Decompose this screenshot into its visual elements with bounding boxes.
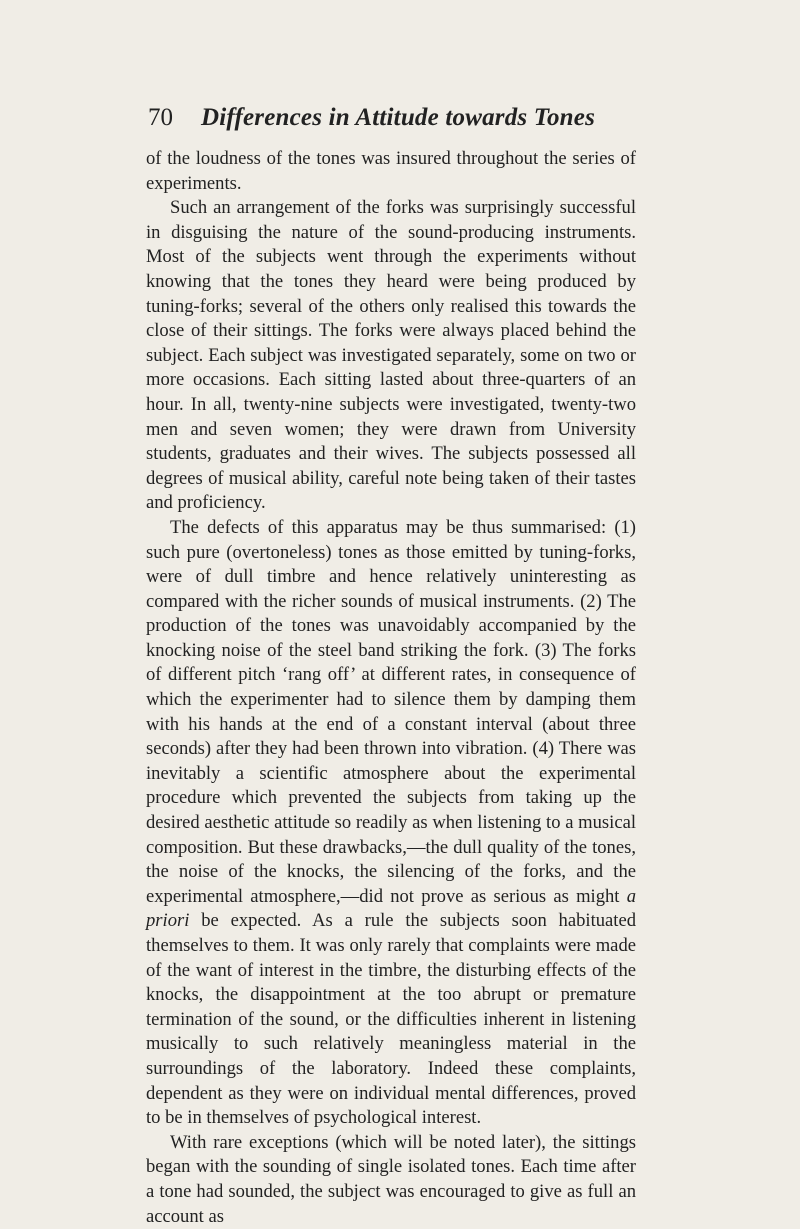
defects-text-part-1: The defects of this apparatus may be thus summarised: (1) such pure (overtoneless) tones as those emitted by tuning-forks, were of dull timbre and hence relatively uninteresting as compared with the richer sounds of musical instruments. (2) The production of the tones was unavoidably accompanied by the knocking noise of the steel band striking the fork. (3) The forks of different pitch ‘rang off’ at different rates, in consequence of which the experimenter had to silence them by damping them with his hands at the end of a constant interval (about three seconds) after they had been thrown into vibration. (4) There was inevitably a scientific atmosphere about the experimental procedure which prevented the subjects from taking up the desired aesthetic attitude so readily as when listening to a musical composition. But these drawbacks,—the dull quality of the tones, the noise of the knocks, the silencing of the forks, and the experimental atmosphere,—did not prove as serious as might — [146, 516, 636, 907]
paragraph-fork-arrangement: Such an arrangement of the forks was surprisingly successful in disguising the nature of the sound-producing instruments. Most of the subjects went through the experiments without knowing that the tones they heard were being produced by tuning-forks; several of the others only realised this towards the close of their sittings. The forks were always placed behind the subject. Each subject was investigated separately, some on two or more occasions. Each sitting lasted about three-quarters of an hour. In all, twenty-nine subjects were investigated, twenty-two men and seven women; they were drawn from University students, graduates and their wives. The subjects possessed all degrees of musical ability, careful note being taken of their tastes and proficiency. — [146, 197, 636, 514]
chapter-title: Differences in Attitude towards Tones — [201, 104, 596, 131]
paragraph-apparatus-defects — [146, 516, 636, 1131]
paragraph-continuation: of the loudness of the tones was insured throughout the series of experiments. — [146, 148, 636, 194]
page-number: 70 — [148, 104, 173, 131]
defects-text-part-2: be expected. As a rule the subjects soon habituated themselves to them. It was only rarely that complaints were made of the want of interest in the timbre, the disturbing effects of the knocks, the disappointment at the too abrupt or premature termination of the sound, or the difficulties inherent in listening musically to such relatively meaningless material in the surroundings of the laboratory. Indeed these complaints, dependent as they were on individual mental differences, proved to be in themselves of psychological interest. — [146, 910, 636, 1129]
running-head — [148, 100, 638, 136]
italic-phrase: a priori — [146, 885, 636, 932]
body-text — [146, 147, 636, 1229]
paragraph-sittings: With rare exceptions (which will be noted later), the sittings began with the sounding of single isolated tones. Each time after a tone had sounded, the subject was encouraged to give as full an account as — [146, 1131, 636, 1227]
